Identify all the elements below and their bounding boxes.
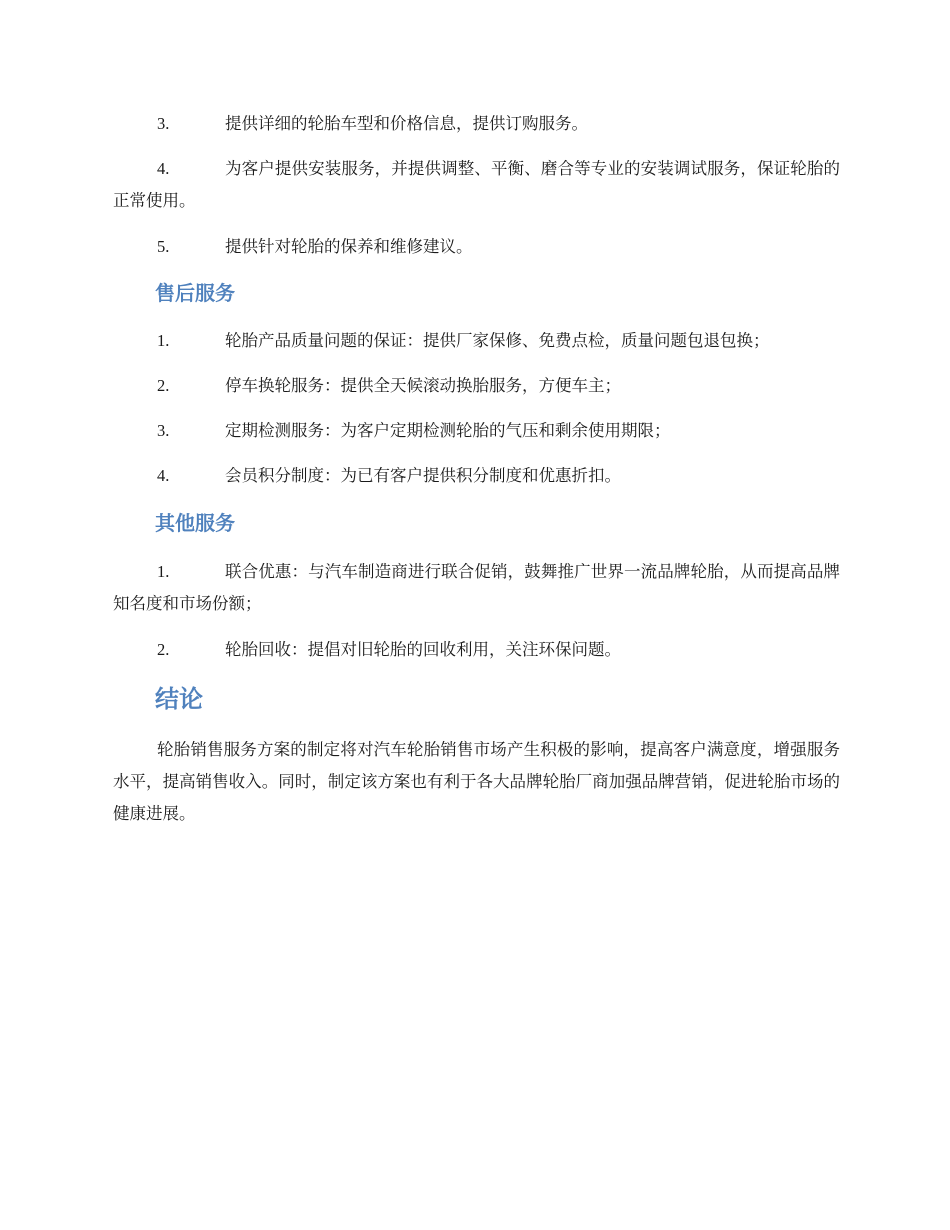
list-item — [113, 108, 840, 140]
list-item — [113, 231, 840, 263]
list-item — [113, 460, 840, 492]
list-item — [113, 556, 840, 620]
list-text: 提供详细的轮胎车型和价格信息，提供订购服务。 — [225, 114, 588, 133]
list-text: 会员积分制度：为已有客户提供积分制度和优惠折扣。 — [225, 466, 621, 485]
list-text: 轮胎产品质量问题的保证：提供厂家保修、免费点检，质量问题包退包换； — [225, 331, 770, 350]
list-number: 3. — [157, 114, 170, 133]
list-text: 轮胎回收：提倡对旧轮胎的回收利用，关注环保问题。 — [225, 640, 621, 659]
list-text: 定期检测服务：为客户定期检测轮胎的气压和剩余使用期限； — [225, 421, 671, 440]
list-item — [113, 153, 840, 217]
list-item — [113, 370, 840, 402]
list-number: 4. — [157, 159, 170, 178]
section-heading-after-sales: 售后服务 — [155, 281, 235, 305]
list-text: 为客户提供安装服务，并提供调整、平衡、磨合等专业的安装调试服务，保证轮胎的正常使用。 — [113, 159, 840, 210]
list-item — [113, 634, 840, 666]
list-text: 联合优惠：与汽车制造商进行联合促销，鼓舞推广世界一流品牌轮胎，从而提高品牌知名度和市场份额； — [113, 562, 840, 613]
list-number: 2. — [157, 376, 170, 395]
list-number: 5. — [157, 237, 170, 256]
list-text: 停车换轮服务：提供全天候滚动换胎服务，方便车主； — [225, 376, 621, 395]
list-number: 3. — [157, 421, 170, 440]
list-number: 1. — [157, 562, 170, 581]
list-item — [113, 415, 840, 447]
conclusion-paragraph: 轮胎销售服务方案的制定将对汽车轮胎销售市场产生积极的影响，提高客户满意度，增强服务水平，提高销售收入。同时，制定该方案也有利于各大品牌轮胎厂商加强品牌营销，促进轮胎市场的健康进展。 — [113, 740, 840, 823]
list-text: 提供针对轮胎的保养和维修建议。 — [225, 237, 473, 256]
list-number: 1. — [157, 331, 170, 350]
section-heading-conclusion: 结论 — [155, 685, 203, 713]
section-heading-other-services: 其他服务 — [155, 511, 235, 535]
list-item — [113, 325, 840, 357]
list-number: 4. — [157, 466, 170, 485]
list-number: 2. — [157, 640, 170, 659]
